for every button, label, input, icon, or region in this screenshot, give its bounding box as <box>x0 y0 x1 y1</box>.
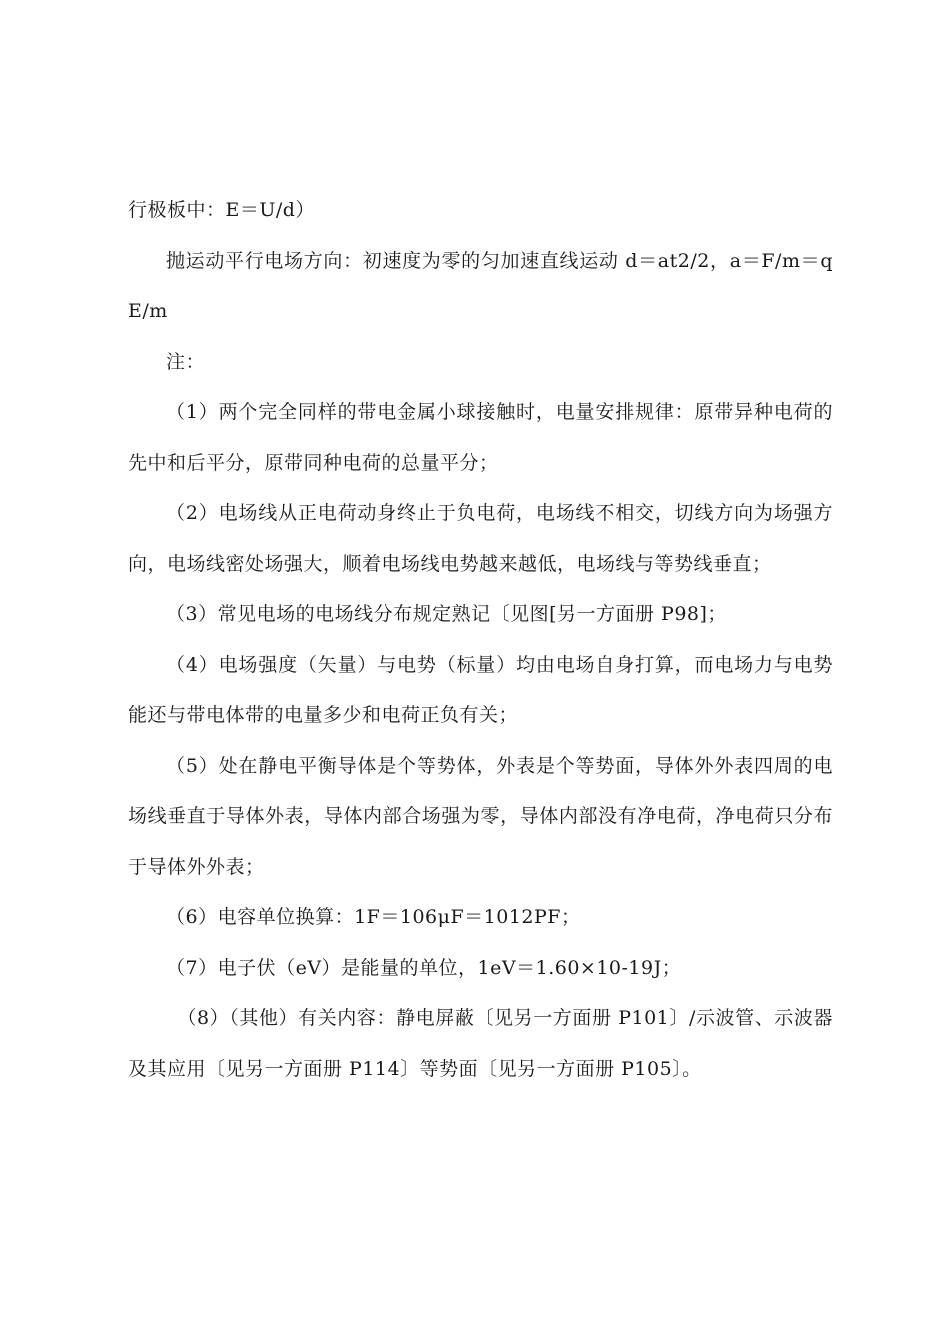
note-item-2: （2）电场线从正电荷动身终止于负电荷，电场线不相交，切线方向为场强方向，电场线密处场强大，顺着电场线电势越来越低，电场线与等势线垂直； <box>128 502 833 575</box>
note-item-1: （1）两个完全同样的带电金属小球接触时，电量安排规律：原带异种电荷的先中和后平分，原带同种电荷的总量平分； <box>128 401 833 474</box>
paragraph-continuation: 行极板中：E＝U/d） <box>128 199 315 221</box>
note-item-8: （8）（其他）有关内容：静电屏蔽〔见另一方面册 P101〕/示波管、示波器及其应用〔见另一方面册 P114〕等势面〔见另一方面册 P105〕。 <box>128 1007 833 1080</box>
note-item-4: （4）电场强度（矢量）与电势（标量）均由电场自身打算，而电场力与电势能还与带电体带的电量多少和电荷正负有关； <box>128 653 833 726</box>
note-item-3: （3）常见电场的电场线分布规定熟记〔见图[另一方面册 P98]； <box>166 603 727 625</box>
document-body <box>128 185 833 1094</box>
note-item-7: （7）电子伏（eV）是能量的单位，1eV＝1.60×10-19J； <box>166 956 682 979</box>
note-heading: 注： <box>166 350 206 373</box>
note-item-6: （6）电容单位换算：1F＝106μF＝1012PF； <box>166 906 581 928</box>
note-item-5: （5）处在静电平衡导体是个等势体，外表是个等势面，导体外外表四周的电场线垂直于导体外表，导体内部合场强为零，导体内部没有净电荷，净电荷只分布于导体外外表； <box>128 754 833 878</box>
paragraph-projectile-motion: 抛运动平行电场方向：初速度为零的匀加速直线运动 d＝at2/2，a＝F/m＝qE/m <box>128 249 833 322</box>
